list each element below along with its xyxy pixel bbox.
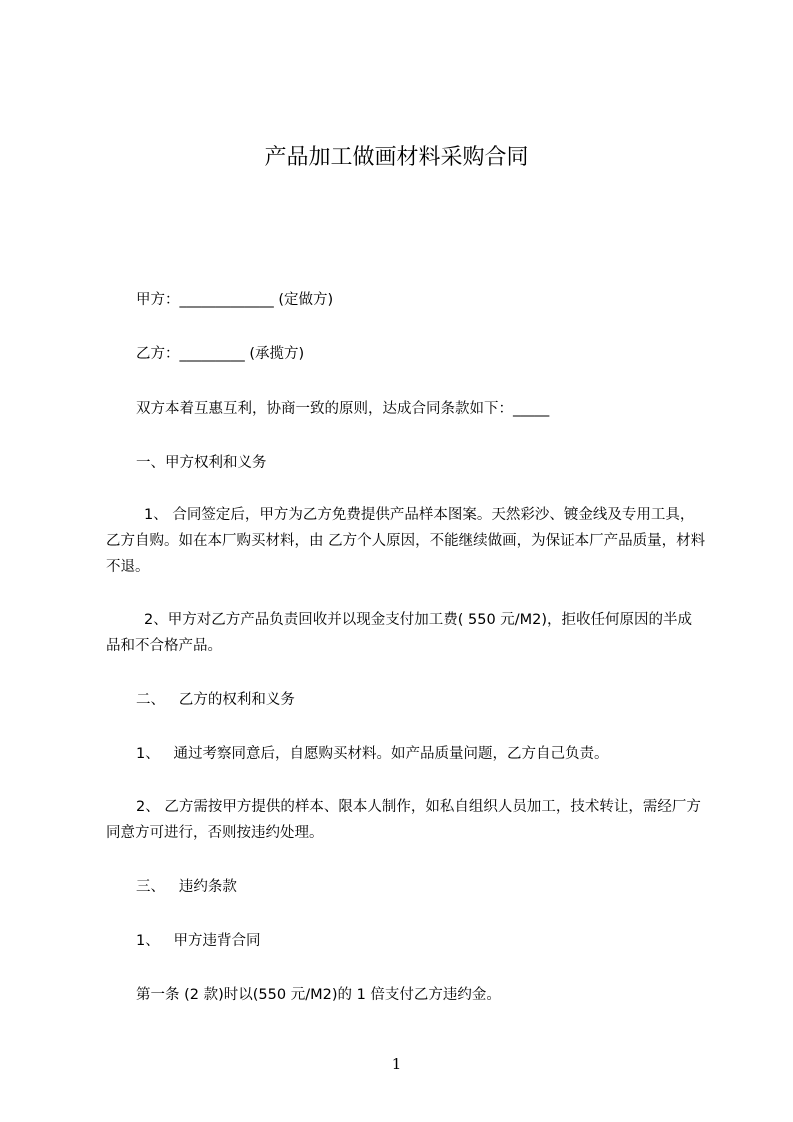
- page-number: 1: [391, 1055, 402, 1073]
- section-3-heading: 三、 违约条款: [136, 879, 237, 895]
- intro-paragraph: 双方本着互惠互利，协商一致的原则，达成合同条款如下：_____: [136, 401, 550, 417]
- section-1-item-2: 2、甲方对乙方产品负责回收并以现金支付加工费( 550 元/M2)，拒收任何原因的半成品和不合格产品。: [106, 612, 693, 654]
- party-b-line: 乙方：_________ (承揽方): [136, 346, 305, 362]
- section-2-item-2: 2、 乙方需按甲方提供的样本、限本人制作，如私自组织人员加工，技术转让，需经厂方同意方可进行，否则按违约处理。: [106, 799, 701, 841]
- party-a-line: 甲方：_____________ (定做方): [136, 292, 334, 308]
- clause-1: 第一条 (2 款)时以(550 元/M2)的 1 倍支付乙方违约金。: [136, 987, 501, 1003]
- section-1-heading: 一、甲方权利和义务: [136, 455, 267, 471]
- section-2-item-1: 1、 通过考察同意后，自愿购买材料。如产品质量问题，乙方自己负责。: [136, 746, 609, 762]
- section-1-item-1: 1、 合同签定后，甲方为乙方免费提供产品样本图案。天然彩沙、镀金线及专用工具，乙方自购。如在本厂购买材料，由 乙方个人原因，不能继续做画，为保证本厂产品质量，材料不退。: [106, 507, 706, 575]
- contract-title: 产品加工做画材料采购合同: [264, 145, 529, 170]
- section-2-heading: 二、 乙方的权利和义务: [136, 692, 295, 708]
- section-3-item-1: 1、 甲方违背合同: [136, 933, 261, 949]
